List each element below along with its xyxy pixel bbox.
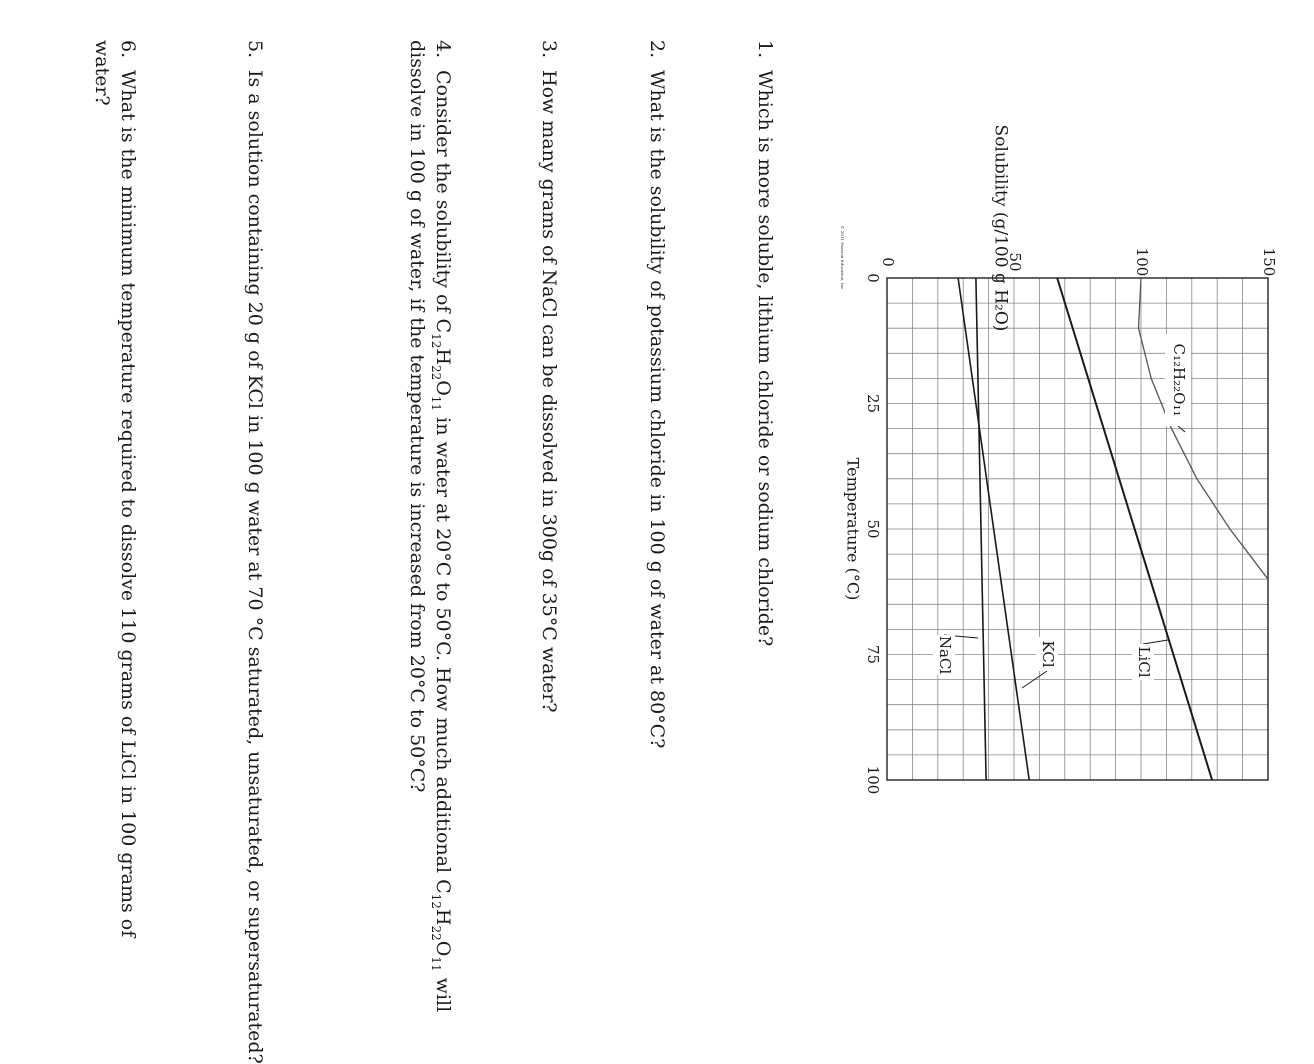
question-text: Which is more soluble, lithium chloride or sodium chloride? [754,70,776,647]
chart-labels [840,125,1191,688]
question-text: What is the minimum temperature required to dissolve 110 grams of LiCl in 100 grams of [117,70,139,938]
chart-grid [887,278,1268,780]
question-number: 1. [754,40,776,59]
series-label: NaCl [936,635,954,675]
question-text-continued: dissolve in 100 g of water, if the temperature is increased from 20°C to 50°C? [406,40,428,793]
question-text: How many grams of NaCl can be dissolved in 300g of 35°C water? [538,70,560,713]
subscript: 22 [429,925,444,941]
question-text-continued: water? [91,40,113,106]
question-number: 6. [117,40,139,59]
x-tick-label: 75 [864,644,882,665]
y-axis-title: Solubility (g/100 g H₂O) [990,124,1011,332]
y-tick-label: 50 [1006,252,1024,272]
y-tick-label: 0 [879,257,897,267]
question-number: 4. [432,40,454,59]
x-tick-label: 0 [864,273,882,283]
x-tick-label: 25 [864,393,882,414]
question-5 [242,40,268,1064]
question-text: Consider the solubility of C [432,70,454,334]
question-number: 5. [244,40,266,59]
copyright-note: © 2011 Pearson Education, Inc. [840,225,845,291]
question-text: will [432,971,454,1013]
y-tick-label: 100 [1133,247,1151,277]
question-3 [536,40,562,713]
question-1 [752,40,778,646]
question-text: in water at 20°C to 50°C. How much additional C [432,411,454,894]
subscript: 12 [429,333,444,349]
series-label-leader [1143,640,1168,644]
question-number: 2. [646,40,668,59]
subscript: 11 [429,395,444,412]
subscript: 22 [429,364,444,381]
subscript: 11 [429,956,444,972]
question-number: 3. [538,40,560,59]
x-tick-label: 50 [864,519,882,539]
question-6 [89,40,141,937]
question-4: 4.Consider the solubility of $C_{12}H_{22}O_{11}$ in water at 20°C to 50°C. How much additional $C_{12}H_{22}O_{11}$ will dissolve in 100 g of water, if the temperature is increased from 20°C to 50°C? [406,40,454,1013]
series-label: C₁₂H₂₂O₁₁ [1170,343,1188,417]
series-label: LiCl [1135,646,1153,678]
question-text: What is the solubility of potassium chloride in 100 g of water at 80°C? [646,70,668,749]
x-tick-label: 100 [864,765,882,795]
subscript: 12 [429,893,444,909]
question-text: Is a solution containing 20 g of KCl in 100 g water at 70 °C saturated, unsaturated, or supersaturated? [244,70,266,1064]
chart-tick-labels [864,248,1278,795]
x-axis-title: Temperature (°C) [843,457,863,601]
question-2 [644,40,670,748]
series-label: KCl [1039,640,1057,668]
y-tick-label: 150 [1260,247,1278,277]
